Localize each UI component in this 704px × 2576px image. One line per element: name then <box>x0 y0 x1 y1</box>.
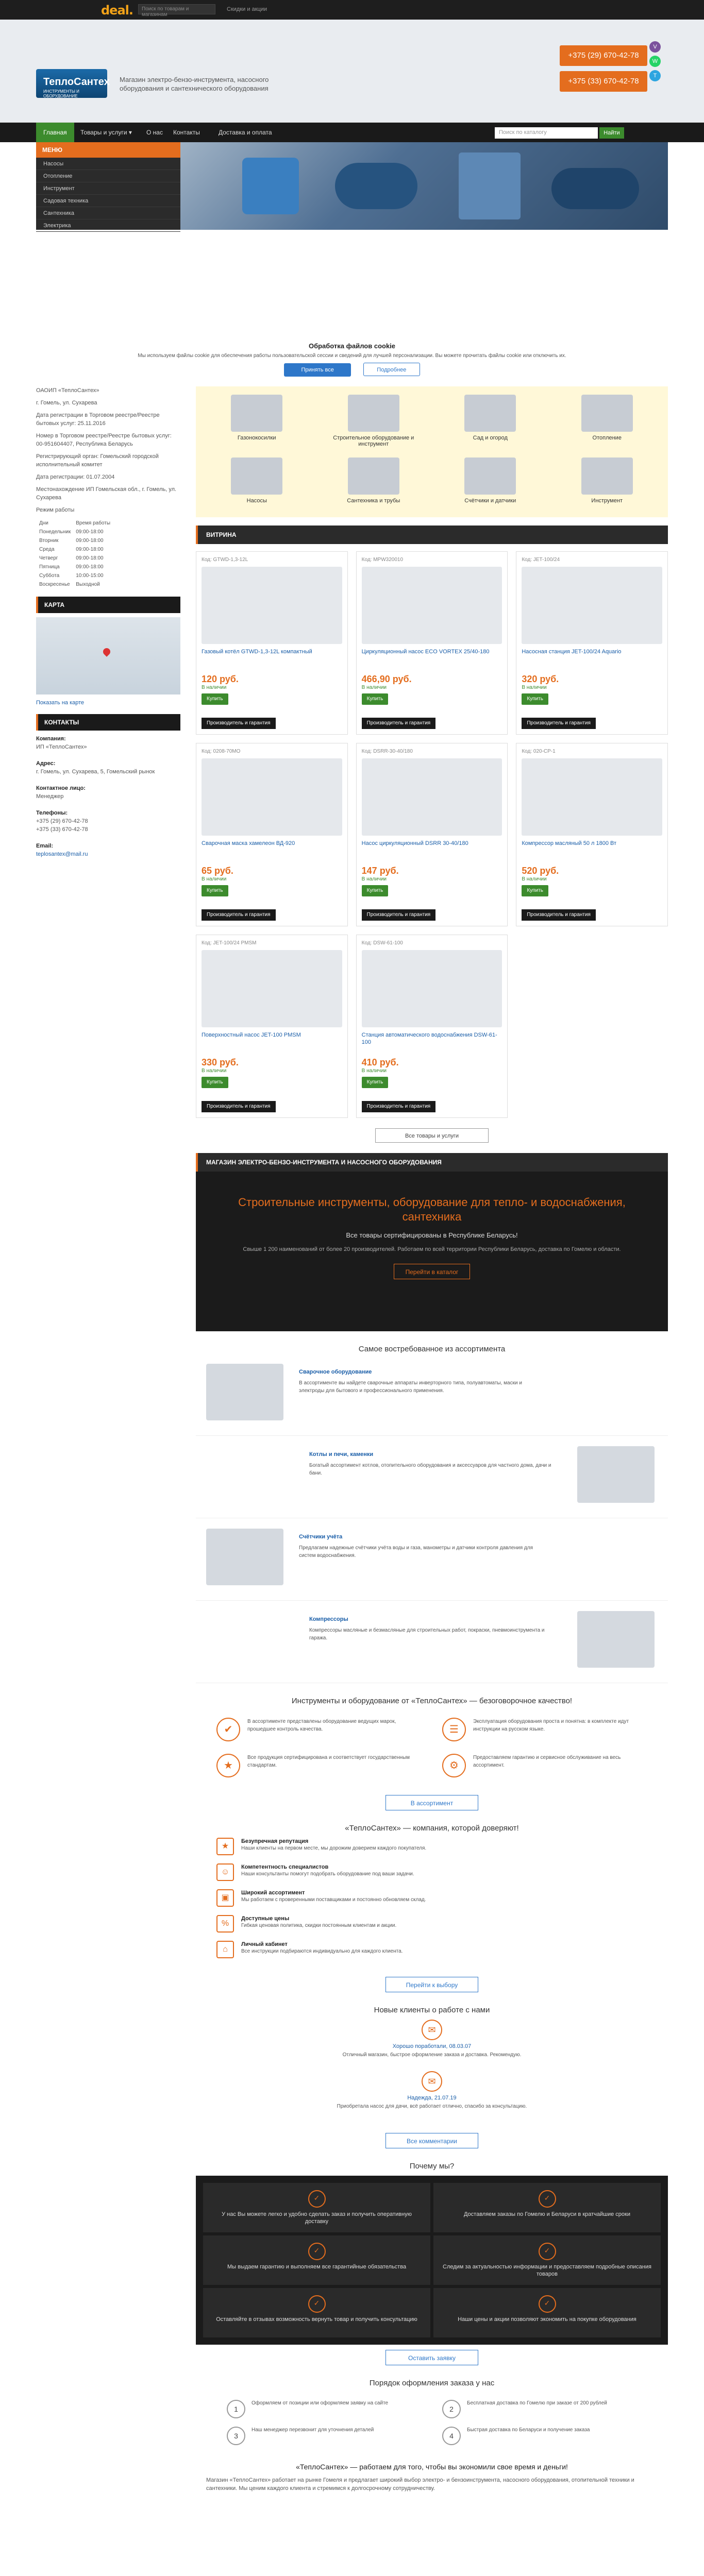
cookie-text: Мы используем файлы cookie для обеспечения работы пользовательской сессии и сведений для лучшей персонализации. Вы можете прочитать файлы cookie или отключить их. <box>138 353 566 359</box>
step-number: 1 <box>227 2400 245 2418</box>
about-heading: «ТеплоСантех» — работаем для того, чтобы вы экономили свое время и деньги! <box>296 2463 568 2471</box>
category-image <box>464 395 516 432</box>
product-image[interactable] <box>522 758 662 836</box>
reviews-list <box>196 2014 668 2128</box>
product-card[interactable] <box>516 743 668 926</box>
price-icon: % <box>216 1915 234 1933</box>
hours-table: Дни Время работы Понедельник 09:00-18:00 Вторник 09:00-18:00 Среда 09:00-18:00 Четверг 09:00-18:00 Пятница 09:00-18:00 Суббота 10:00-15:00 Воскресенье Выходной <box>39 520 111 587</box>
buy-button[interactable]: Купить <box>362 693 389 705</box>
product-price: 320 руб. <box>522 674 559 684</box>
map-title: КАРТА <box>36 597 180 613</box>
catalog-search-button[interactable]: Найти <box>599 127 624 139</box>
trust-heading: «ТеплоСантех» — компания, которой доверяют! <box>345 1824 519 1833</box>
product-stock: В наличии <box>361 685 387 690</box>
top-right-link[interactable]: Скидки и акции <box>227 6 267 12</box>
category-menu-title: МЕНЮ <box>36 142 180 158</box>
buy-button[interactable]: Купить <box>202 693 228 705</box>
choose-button[interactable]: Перейти к выбору <box>385 1977 478 1992</box>
cabinet-icon: ⌂ <box>216 1941 234 1958</box>
company-info: г. Гомель, ул. Сухарева <box>36 400 97 406</box>
product-stock: В наличии <box>202 876 227 882</box>
contacts-block: Компания: ИП «ТеплоСантех» Адрес: г. Гомель, ул. Сухарева, 5, Гомельский рынок Контактное лицо: Менеджер Телефоны: +375 (29) 670-42-78 +375 (33) 670-42-78 Email: teplosantex@mail.ru <box>36 736 155 857</box>
check-icon: ✔ <box>216 1718 240 1741</box>
category-tile[interactable]: Инструмент <box>551 454 663 512</box>
about-text: Магазин «ТеплоСантех» работает на рынке Гомеля и предлагает широкий выбор электро- и бензоинструмента, насосного оборудования, отопительной техники и сантехники. Мы ценим каждого клиента и стремимся к долгосрочному сотрудничеству. <box>206 2477 634 2492</box>
category-image <box>231 457 282 495</box>
comment-icon: ✉ <box>422 2071 442 2092</box>
boiler-image <box>577 1446 655 1503</box>
product-price: 410 руб. <box>361 1057 399 1067</box>
category-image <box>348 395 399 432</box>
feature-row <box>196 1518 668 1601</box>
product-price: 147 руб. <box>361 866 399 876</box>
product-card[interactable] <box>196 743 348 926</box>
product-image[interactable] <box>202 567 342 644</box>
hero <box>0 142 704 230</box>
why-item: ✓ Доставляем заказы по Гомелю и Беларуси в кратчайшие сроки <box>433 2183 661 2232</box>
trust-item: ☺ Компетентность специалистов Наши консультанты помогут подобрать оборудование под ваши задачи. <box>216 1863 647 1881</box>
about-block <box>196 2458 668 2498</box>
nav-products[interactable]: Товары и услуги ▾ <box>80 129 132 136</box>
book-icon: ☰ <box>442 1718 466 1741</box>
buy-button[interactable]: Купить <box>522 885 548 896</box>
promo-title: Строительные инструменты, оборудование для тепло- и водоснабжения, сантехника <box>238 1196 626 1223</box>
product-card[interactable] <box>356 551 508 735</box>
category-tile[interactable]: Сантехника и трубы <box>318 454 430 512</box>
trust-item: ⌂ Личный кабинет Все инструкции подбираются индивидуально для каждого клиента. <box>216 1941 647 1958</box>
category-image <box>348 457 399 495</box>
step-item: 2 Бесплатная доставка по Гомелю при заказе от 200 рублей <box>442 2400 637 2418</box>
category-tile[interactable]: Газонокосилки <box>201 392 313 449</box>
feature-title[interactable]: Сварочное оборудование <box>299 1369 372 1375</box>
nav-home[interactable]: Главная <box>36 123 74 142</box>
product-stock: В наличии <box>202 1068 227 1074</box>
product-name[interactable]: Газовый котёл GTWD-1,3-12L компактный <box>202 649 312 655</box>
map-link[interactable]: Показать на карте <box>36 700 85 706</box>
main-content <box>196 386 668 2498</box>
phone-button-2[interactable]: +375 (33) 670-42-78 <box>560 71 647 92</box>
product-image[interactable] <box>362 758 502 836</box>
welding-image <box>206 1364 283 1420</box>
review-item: ✉ Хорошо поработали, 08.03.07 Отличный магазин, быстрое оформление заказа и доставка. Рекомендую. <box>227 2020 637 2059</box>
product-stock: В наличии <box>361 1068 387 1074</box>
feature-row <box>196 1353 668 1436</box>
product-price: 466,90 руб. <box>361 674 412 684</box>
warranty-button[interactable]: Производитель и гарантия <box>522 718 596 729</box>
trust-list <box>196 1833 668 1972</box>
star-icon: ★ <box>216 1838 234 1855</box>
feature-text: Компрессоры масляные и безмасляные для строительных работ, покраски, пневмоинструмента и гаража. <box>309 1628 545 1641</box>
top-search-input[interactable]: Поиск по товарам и магазинам <box>138 4 215 14</box>
company-info: Регистрирующий орган: Гомельский городской исполнительный комитет <box>36 453 159 468</box>
banner-tank-image <box>335 163 417 209</box>
advantage-item: ☰ Эксплуатация оборудования проста и понятна: в комплекте идут инструкции на русском языке. <box>442 1718 647 1741</box>
product-stock: В наличии <box>522 876 547 882</box>
comment-icon: ✉ <box>422 2020 442 2040</box>
product-code: Код: DSW-61-100 <box>361 940 403 946</box>
cookie-accept-button[interactable]: Принять все <box>284 363 351 377</box>
step-number: 4 <box>442 2427 461 2445</box>
feature-title[interactable]: Компрессоры <box>309 1616 348 1622</box>
product-image[interactable] <box>362 950 502 1027</box>
category-menu-item[interactable]: Сантехника <box>36 207 180 219</box>
promo-subtitle: Все товары сертифицированы в Республике Беларусь! <box>346 1231 518 1239</box>
feature-row <box>196 1601 668 1683</box>
product-grid <box>196 544 668 1125</box>
banner-station-image <box>459 152 521 219</box>
box-icon: ▣ <box>216 1889 234 1907</box>
category-tile[interactable]: Насосы <box>201 454 313 512</box>
promo-text: Свыше 1 200 наименований от более 20 производителей. Работаем по всей территории Республики Беларусь, доставка по Гомелю и области. <box>243 1246 621 1252</box>
product-image[interactable] <box>362 567 502 644</box>
buy-button[interactable]: Купить <box>362 885 389 896</box>
user-icon: ☺ <box>216 1863 234 1881</box>
feature-text: Богатый ассортимент котлов, отопительного оборудования и аксессуаров для частного дома, дачи и бани. <box>309 1463 551 1476</box>
product-card[interactable] <box>196 935 348 1118</box>
product-code: Код: JET-100/24 <box>522 557 560 563</box>
product-image[interactable] <box>522 567 662 644</box>
product-stock: В наличии <box>522 685 547 690</box>
step-item: 3 Наш менеджер перезвонит для уточнения деталей <box>227 2427 422 2445</box>
phone-button-1[interactable]: +375 (29) 670-42-78 <box>560 45 647 66</box>
features-heading: Самое востребованное из ассортимента <box>358 1345 506 1353</box>
step-item: 4 Быстрая доставка по Беларуси и получение заказа <box>442 2427 637 2445</box>
top-bar <box>0 0 704 20</box>
banner-pump-image <box>242 158 299 214</box>
leave-request-button[interactable]: Оставить заявку <box>385 2350 478 2365</box>
feature-title[interactable]: Котлы и печи, каменки <box>309 1451 374 1458</box>
product-name[interactable]: Компрессор масляный 50 л 1800 Вт <box>522 840 617 846</box>
category-tile[interactable]: Сад и огород <box>434 392 546 449</box>
hero-banner[interactable] <box>180 142 668 230</box>
product-price: 65 руб. <box>202 866 233 876</box>
contact-email[interactable]: teplosantex@mail.ru <box>36 851 88 857</box>
deal-logo[interactable]: deal. <box>101 3 133 18</box>
feature-text: В ассортименте вы найдете сварочные аппараты инверторного типа, полуавтоматы, маски и электроды для бытового и профессионального применения. <box>299 1380 522 1394</box>
product-code: Код: DSRR-30-40/180 <box>361 749 413 754</box>
category-tile[interactable]: Счётчики и датчики <box>434 454 546 512</box>
why-item: ✓ У нас Вы можете легко и удобно сделать заказ и получить оперативную доставку <box>203 2183 430 2232</box>
product-code: Код: 0208-70MO <box>202 749 241 754</box>
certificate-icon: ★ <box>216 1754 240 1777</box>
company-info: Местонахождение ИП Гомельская обл., г. Гомель, ул. Сухарева <box>36 486 177 501</box>
product-card[interactable] <box>356 935 508 1118</box>
category-menu-item[interactable]: Электрика <box>36 219 180 232</box>
wrench-icon: ⚙ <box>442 1754 466 1777</box>
product-code: Код: GTWD-1,3-12L <box>202 557 248 563</box>
why-heading: Почему мы? <box>409 2162 455 2171</box>
product-card[interactable] <box>356 743 508 926</box>
product-price: 120 руб. <box>202 674 239 684</box>
warranty-button[interactable]: Производитель и гарантия <box>362 718 436 729</box>
feature-title[interactable]: Счётчики учёта <box>299 1534 343 1540</box>
step-number: 2 <box>442 2400 461 2418</box>
all-products-button[interactable]: Все товары и услуги <box>375 1128 489 1143</box>
buy-button[interactable]: Купить <box>362 1077 389 1088</box>
buy-button[interactable]: Купить <box>522 693 548 705</box>
step-number: 3 <box>227 2427 245 2445</box>
trust-item: ▣ Широкий ассортимент Мы работаем с проверенными поставщиками и постоянно обновляем склад. <box>216 1889 647 1907</box>
sidebar <box>36 386 180 858</box>
product-image[interactable] <box>202 758 342 836</box>
steps-heading: Порядок оформления заказа у нас <box>369 2379 495 2387</box>
promo-catalog-button[interactable]: Перейти в каталог <box>394 1264 471 1279</box>
trust-item: % Доступные цены Гибкая ценовая политика, скидки постоянным клиентам и акции. <box>216 1915 647 1933</box>
reviews-heading: Новые клиенты о работе с нами <box>374 2006 490 2014</box>
category-menu-item[interactable]: Отопление <box>36 170 180 182</box>
banner-motor-image <box>551 168 639 209</box>
compressor-image <box>577 1611 655 1668</box>
why-item: ✓ Мы выдаем гарантию и выполняем все гарантийные обязательства <box>203 2235 430 2285</box>
site-header <box>0 20 704 123</box>
why-item: ✓ Следим за актуальностью информации и предоставляем подробные описания товаров <box>433 2235 661 2285</box>
category-image <box>464 457 516 495</box>
all-reviews-button[interactable]: Все комментарии <box>385 2133 478 2148</box>
product-code: Код: JET-100/24 PMSM <box>202 940 257 946</box>
product-stock: В наличии <box>361 876 387 882</box>
main-nav <box>0 123 704 142</box>
advantage-item: ★ Все продукция сертифицирована и соответствует государственным стандартам. <box>216 1754 422 1777</box>
product-card[interactable] <box>196 551 348 735</box>
location-map[interactable] <box>36 617 180 694</box>
category-grid <box>196 386 668 517</box>
company-info: Дата регистрации: 01.07.2004 <box>36 474 115 480</box>
cookie-more-button[interactable]: Подробнее <box>363 363 420 376</box>
category-menu <box>36 142 180 230</box>
nav-about[interactable]: О нас <box>146 129 163 136</box>
product-name[interactable]: Поверхностный насос JET-100 PMSM <box>202 1032 301 1038</box>
warranty-button[interactable]: Производитель и гарантия <box>362 909 436 921</box>
cookie-notice <box>0 340 704 376</box>
product-name[interactable]: Сварочная маска хамелеон ВД-920 <box>202 840 295 846</box>
product-price: 330 руб. <box>202 1057 239 1067</box>
promo-block <box>196 1172 668 1331</box>
product-code: Код: 020-CP-1 <box>522 749 556 754</box>
advantage-item: ✔ В ассортименте представлены оборудование ведущих марок, прошедшее контроль качества. <box>216 1718 422 1741</box>
why-block <box>196 2176 668 2345</box>
product-name[interactable]: Насосная станция JET-100/24 Aquario <box>522 649 622 655</box>
nav-contacts[interactable]: Контакты <box>173 129 200 136</box>
category-image <box>581 457 633 495</box>
category-menu-item[interactable]: Садовая техника <box>36 195 180 207</box>
review-item: ✉ Надежда, 21.07.19 Приобретала насос для дачи, всё работает отлично, спасибо за консультацию. <box>227 2071 637 2110</box>
trust-item: ★ Безупречная репутация Наши клиенты на первом месте, мы дорожим доверием каждого покупателя. <box>216 1838 647 1855</box>
nav-delivery[interactable]: Доставка и оплата <box>219 129 272 136</box>
why-item: ✓ Оставляйте в отзывах возможность вернуть товар и получить консультацию <box>203 2288 430 2337</box>
promo-header: МАГАЗИН ЭЛЕКТРО-БЕНЗО-ИНСТРУМЕНТА И НАСОСНОГО ОБОРУДОВАНИЯ <box>196 1153 668 1172</box>
map-pin-icon <box>102 647 112 657</box>
hours-title: Режим работы <box>36 507 75 513</box>
order-steps <box>196 2387 668 2458</box>
advantage-item: ⚙ Предоставляем гарантию и сервисное обслуживание на весь ассортимент. <box>442 1754 647 1777</box>
category-tile[interactable]: Строительное оборудование и инструмент <box>318 392 430 449</box>
warranty-button[interactable]: Производитель и гарантия <box>362 1101 436 1112</box>
site-logo[interactable]: ТеплоСантех ИНСТРУМЕНТЫ И ОБОРУДОВАНИЕ <box>36 69 107 98</box>
warranty-button[interactable]: Производитель и гарантия <box>522 909 596 921</box>
feature-text: Предлагаем надежные счётчики учёта воды и газа, манометры и датчики контроля давления для систем водоснабжения. <box>299 1545 533 1558</box>
showcase-title: ВИТРИНА <box>196 526 668 544</box>
warranty-button[interactable]: Производитель и гарантия <box>202 718 276 729</box>
company-info: Дата регистрации в Торговом реестре/Реестре бытовых услуг: 25.11.2016 <box>36 412 160 427</box>
category-tile[interactable]: Отопление <box>551 392 663 449</box>
category-menu-item[interactable]: Насосы <box>36 158 180 170</box>
product-name[interactable]: Циркуляционный насос ECO VORTEX 25/40-180 <box>361 649 490 655</box>
product-name[interactable]: Станция автоматического водоснабжения DSW-61-100 <box>361 1032 497 1045</box>
buy-button[interactable]: Купить <box>202 885 228 896</box>
category-image <box>581 395 633 432</box>
contacts-title: КОНТАКТЫ <box>36 714 180 731</box>
warranty-button[interactable]: Производитель и гарантия <box>202 1101 276 1112</box>
whatsapp-icon[interactable]: W <box>649 56 661 67</box>
telegram-icon[interactable]: T <box>649 70 661 81</box>
company-info: ОАОИП «ТеплоСантех» <box>36 387 99 394</box>
advantages-grid <box>196 1705 668 1790</box>
why-item: ✓ Наши цены и акции позволяют экономить на покупке оборудования <box>433 2288 661 2337</box>
contact-phone[interactable]: +375 (29) 670-42-78 <box>36 818 88 824</box>
product-image[interactable] <box>202 950 342 1027</box>
product-price: 520 руб. <box>522 866 559 876</box>
advantages-heading: Инструменты и оборудование от «ТеплоСантех» — безоговорочное качество! <box>291 1697 573 1705</box>
category-image <box>231 395 282 432</box>
product-code: Код: MPW320010 <box>361 557 404 563</box>
product-card[interactable] <box>516 551 668 735</box>
meter-image <box>206 1529 283 1585</box>
site-tagline: Магазин электро-бензо-инструмента, насосного оборудования и сантехнического оборудования <box>120 76 269 92</box>
step-item: 1 Оформляем от позиции или оформляем заявку на сайте <box>227 2400 422 2418</box>
warranty-button[interactable]: Производитель и гарантия <box>202 909 276 921</box>
product-name[interactable]: Насос циркуляционный DSRR 30-40/180 <box>361 840 468 846</box>
cookie-title: Обработка файлов cookie <box>308 342 396 350</box>
feature-row <box>196 1436 668 1518</box>
contact-phone[interactable]: +375 (33) 670-42-78 <box>36 826 88 833</box>
viber-icon[interactable]: V <box>649 41 661 53</box>
catalog-search-input[interactable]: Поиск по каталогу <box>495 127 598 139</box>
assortment-button[interactable]: В ассортимент <box>385 1795 478 1810</box>
company-info: Номер в Торговом реестре/Реестре бытовых услуг: 00-951604407, Республика Беларусь <box>36 433 172 447</box>
category-menu-item[interactable]: Инструмент <box>36 182 180 195</box>
product-stock: В наличии <box>202 685 227 690</box>
buy-button[interactable]: Купить <box>202 1077 228 1088</box>
